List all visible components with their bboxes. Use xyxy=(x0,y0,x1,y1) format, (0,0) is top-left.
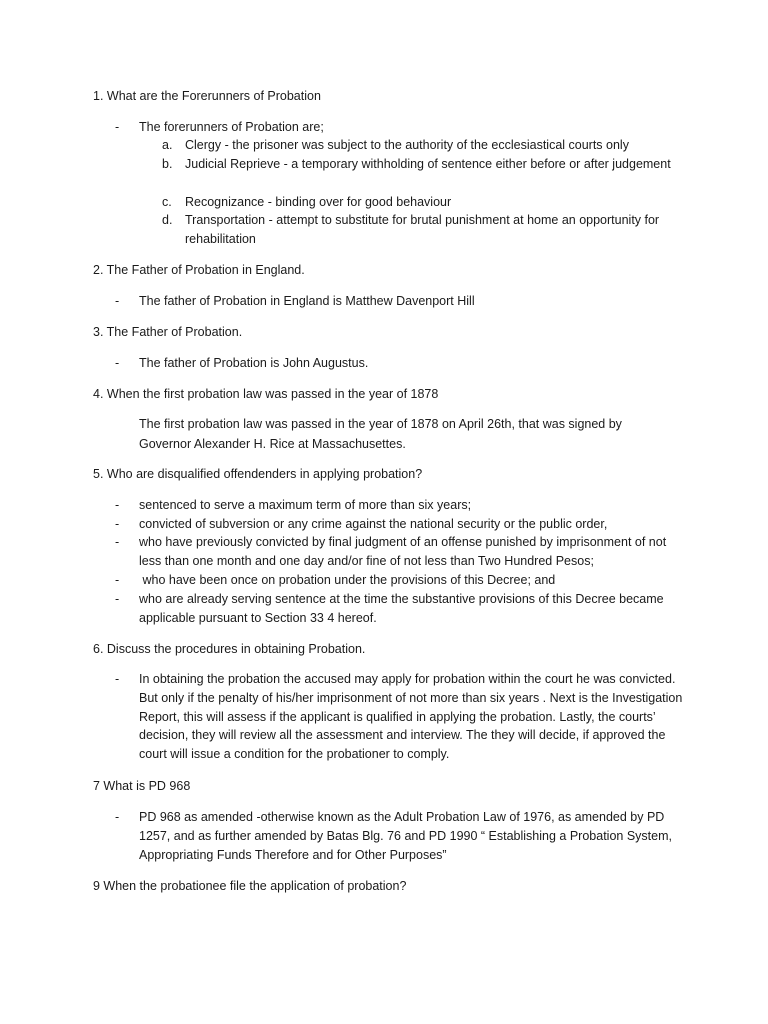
question-7-heading: 7 What is PD 968 xyxy=(93,779,191,793)
bullet-dash: - xyxy=(115,672,120,686)
list-item-letter: b. xyxy=(162,157,173,171)
question-1-intro: The forerunners of Probation are; xyxy=(139,120,324,134)
list-item: convicted of subversion or any crime against the national security or the public order, xyxy=(139,517,608,531)
question-2-heading: 2. The Father of Probation in England. xyxy=(93,263,305,277)
list-item-letter: d. xyxy=(162,213,173,227)
question-4-heading: 4. When the first probation law was passed in the year of 1878 xyxy=(93,387,439,401)
bullet-dash: - xyxy=(115,592,120,606)
list-item: sentenced to serve a maximum term of more than six years; xyxy=(139,498,472,512)
list-item-text: Transportation - attempt to substitute for brutal punishment at home an opportunity for rehabilitation xyxy=(185,213,660,246)
bullet-dash: - xyxy=(115,356,120,370)
question-2-answer: The father of Probation in England is Matthew Davenport Hill xyxy=(139,294,475,308)
list-item-text: Recognizance - binding over for good behaviour xyxy=(185,195,452,209)
list-item-letter: c. xyxy=(162,195,172,209)
bullet-dash: - xyxy=(115,120,120,134)
bullet-dash: - xyxy=(115,517,120,531)
list-item-text: Judicial Reprieve - a temporary withholding of sentence either before or after judgement xyxy=(185,157,671,171)
list-item: who are already serving sentence at the time the substantive provisions of this Decree became applicable pursuant to Section 33 4 hereof. xyxy=(139,592,664,625)
list-item: who have previously convicted by final judgment of an offense punished by imprisonment of not less than one month and one day and/or fine of not less than Two Hundred Pesos; xyxy=(139,535,667,568)
question-5-heading: 5. Who are disqualified offendenders in applying probation? xyxy=(93,467,423,481)
bullet-dash: - xyxy=(115,573,120,587)
bullet-dash: - xyxy=(115,535,120,549)
bullet-dash: - xyxy=(115,810,120,824)
bullet-dash: - xyxy=(115,498,120,512)
list-item-letter: a. xyxy=(162,138,173,152)
question-1-heading: 1. What are the Forerunners of Probation xyxy=(93,89,321,103)
question-7-answer: PD 968 as amended -otherwise known as the Adult Probation Law of 1976, as amended by PD 1257, and as further amended by Batas Blg. 76 and PD 1990 “ Establishing a Probation System, Appropriating Funds Therefore and for Other Purposes” xyxy=(139,810,672,862)
question-3-heading: 3. The Father of Probation. xyxy=(93,325,243,339)
question-6-heading: 6. Discuss the procedures in obtaining Probation. xyxy=(93,642,366,656)
question-9-heading: 9 When the probationee file the application of probation? xyxy=(93,879,407,893)
bullet-dash: - xyxy=(115,294,120,308)
list-item-text: Clergy - the prisoner was subject to the authority of the ecclesiastical courts only xyxy=(185,138,629,152)
question-6-answer: In obtaining the probation the accused may apply for probation within the court he was convicted. But only if the penalty of his/her imprisonment of not more than six years . Next is the Investigation Report, this will assess if the applicant is qualified in applying the probation. Lastly, the courts’ decision, they will review all the assessment and interview. The they will decide, if approved the court will issue a condition for the probationer to comply. xyxy=(139,672,683,762)
question-3-answer: The father of Probation is John Augustus. xyxy=(139,356,369,370)
question-4-answer: The first probation law was passed in the year of 1878 on April 26th, that was signed by Governor Alexander H. Rice at Massachusettes. xyxy=(139,417,622,451)
list-item: who have been once on probation under the provisions of this Decree; and xyxy=(139,573,556,587)
